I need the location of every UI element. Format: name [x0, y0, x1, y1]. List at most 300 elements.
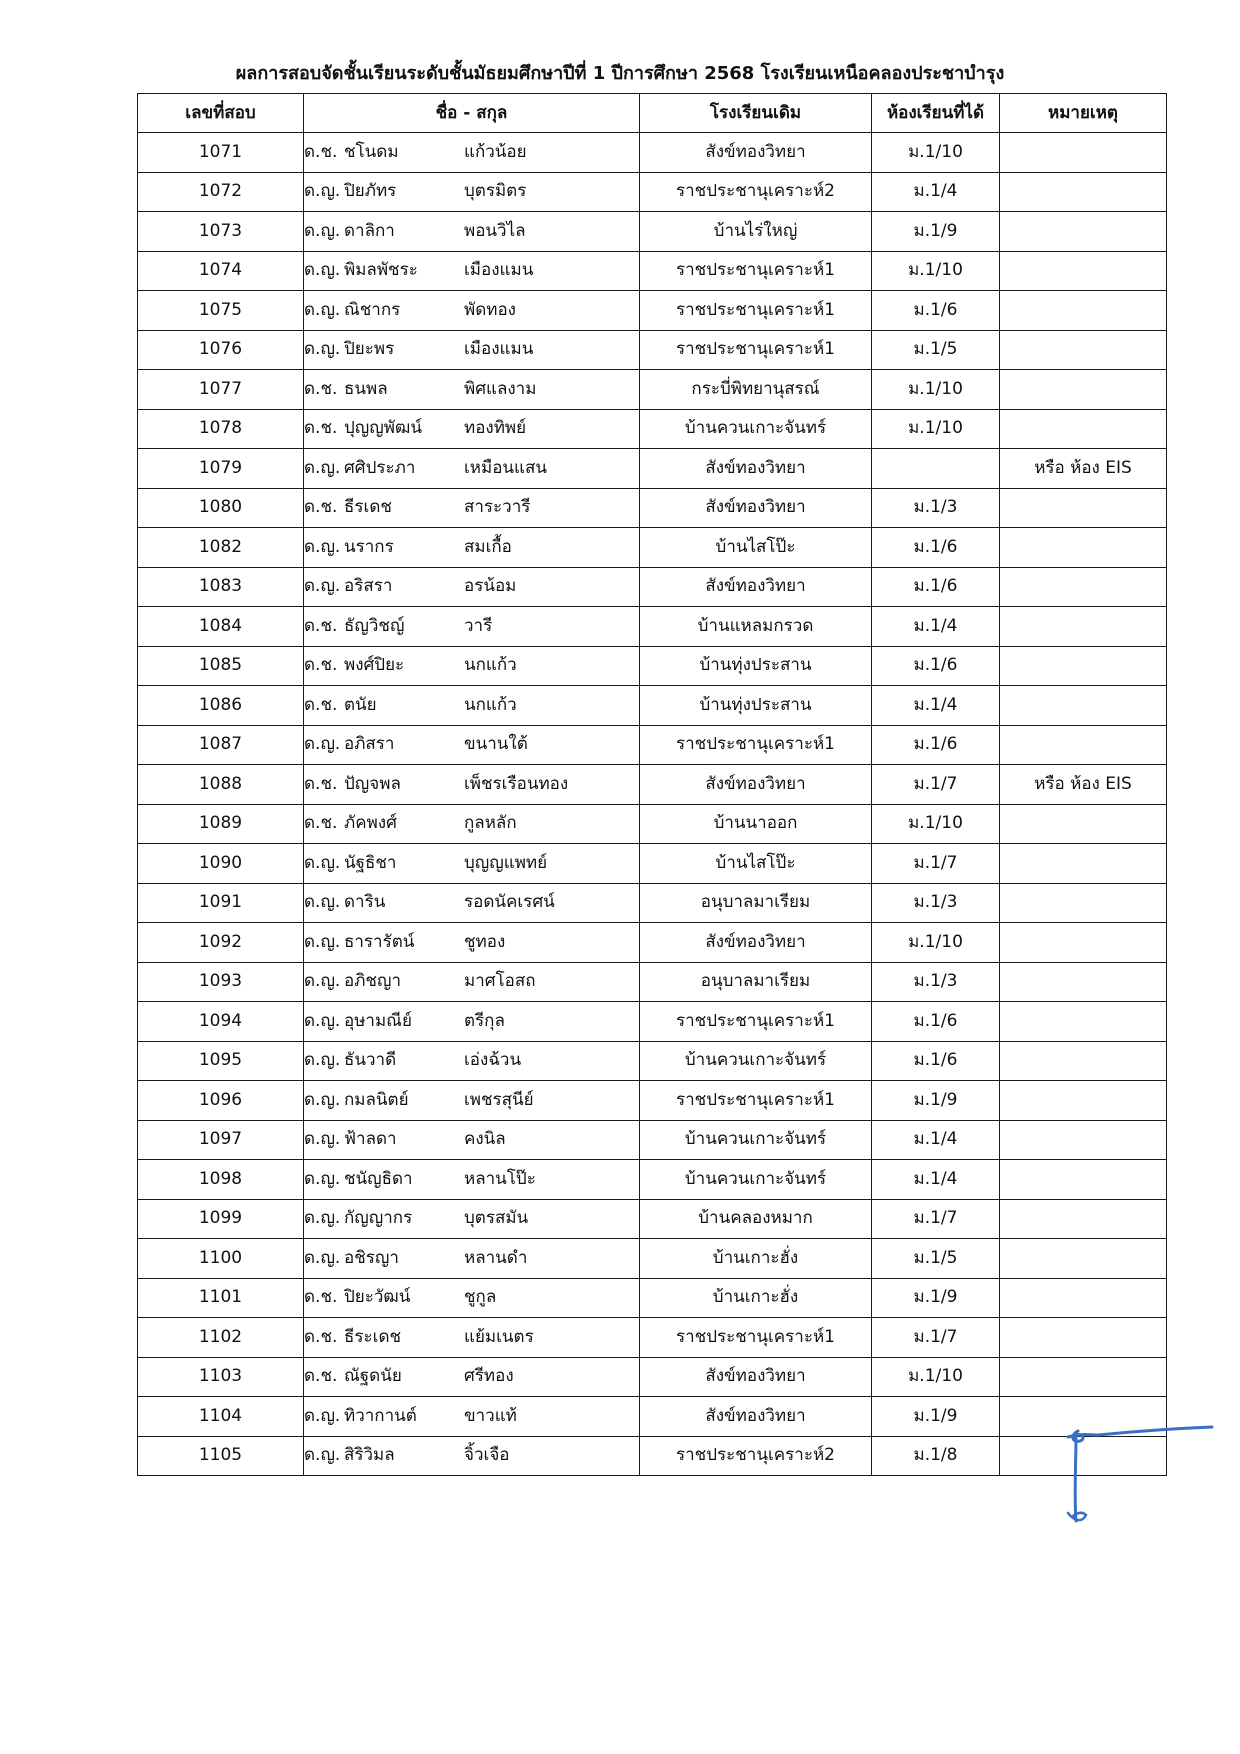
- first-name: ปุญญพัฒน์: [344, 418, 422, 439]
- last-name: ทองทิพย์: [464, 418, 527, 439]
- first-name: ณัฐดนัย: [344, 1366, 402, 1387]
- last-name: ชูทอง: [464, 931, 506, 952]
- table-row: [138, 962, 1167, 1002]
- remark-cell: [1000, 528, 1167, 568]
- table-row: [138, 1081, 1167, 1121]
- remark-cell: [1000, 488, 1167, 528]
- last-name: มาศโอสถ: [464, 971, 536, 992]
- student-name-cell: [304, 804, 640, 844]
- first-name: ปัญจพล: [344, 773, 401, 794]
- previous-school-cell: กระบี่พิทยานุสรณ์: [640, 370, 872, 410]
- name-prefix: ด.ช.: [304, 1326, 338, 1347]
- assigned-room-cell: ม.1/8: [872, 1436, 1000, 1476]
- table-row: [138, 923, 1167, 963]
- last-name: พิศแลงาม: [464, 378, 537, 399]
- exam-number-cell: 1100: [138, 1239, 304, 1279]
- assigned-room-cell: ม.1/10: [872, 133, 1000, 173]
- name-prefix: ด.ญ.: [304, 576, 341, 597]
- name-prefix: ด.ญ.: [304, 339, 341, 360]
- previous-school-cell: ราชประชานุเคราะห์1: [640, 725, 872, 765]
- exam-number-cell: 1080: [138, 488, 304, 528]
- last-name: บุตรสมัน: [464, 1208, 529, 1229]
- last-name: คงนิล: [464, 1129, 506, 1150]
- assigned-room-cell: [872, 449, 1000, 489]
- table-row: [138, 725, 1167, 765]
- table-row: [138, 1120, 1167, 1160]
- exam-number-cell: 1077: [138, 370, 304, 410]
- student-name-cell: [304, 962, 640, 1002]
- previous-school-cell: บ้านแหลมกรวด: [640, 607, 872, 647]
- last-name: แย้มเนตร: [464, 1326, 534, 1347]
- previous-school-cell: บ้านทุ่งประสาน: [640, 646, 872, 686]
- name-prefix: ด.ญ.: [304, 1010, 341, 1031]
- last-name: นกแก้ว: [464, 694, 517, 715]
- assigned-room-cell: ม.1/4: [872, 1160, 1000, 1200]
- assigned-room-cell: ม.1/6: [872, 567, 1000, 607]
- name-prefix: ด.ญ.: [304, 1129, 341, 1150]
- table-row: [138, 1002, 1167, 1042]
- last-name: นกแก้ว: [464, 655, 517, 676]
- student-name-cell: [304, 1278, 640, 1318]
- last-name: บุญญแพทย์: [464, 852, 548, 873]
- first-name: นรากร: [344, 536, 394, 557]
- name-prefix: ด.ช.: [304, 813, 338, 834]
- table-row: [138, 172, 1167, 212]
- first-name: ภัคพงศ์: [344, 813, 397, 834]
- previous-school-cell: บ้านคลองหมาก: [640, 1199, 872, 1239]
- table-row: [138, 686, 1167, 726]
- handwritten-signature: [1060, 1425, 1220, 1525]
- previous-school-cell: บ้านไสโป๊ะ: [640, 844, 872, 884]
- remark-cell: [1000, 1357, 1167, 1397]
- student-name-cell: [304, 1397, 640, 1437]
- assigned-room-cell: ม.1/3: [872, 488, 1000, 528]
- remark-cell: [1000, 923, 1167, 963]
- table-row: [138, 1318, 1167, 1358]
- last-name: เมืองแมน: [464, 339, 534, 360]
- name-prefix: ด.ญ.: [304, 734, 341, 755]
- assigned-room-cell: ม.1/7: [872, 844, 1000, 884]
- student-name-cell: [304, 646, 640, 686]
- student-name-cell: [304, 1318, 640, 1358]
- last-name: เอ่งฉ้วน: [464, 1050, 522, 1071]
- remark-cell: [1000, 1199, 1167, 1239]
- previous-school-cell: สังข์ทองวิทยา: [640, 133, 872, 173]
- assigned-room-cell: ม.1/10: [872, 1357, 1000, 1397]
- remark-cell: [1000, 1041, 1167, 1081]
- last-name: วารี: [464, 615, 493, 636]
- student-name-cell: [304, 725, 640, 765]
- previous-school-cell: อนุบาลมาเรียม: [640, 962, 872, 1002]
- previous-school-cell: บ้านเกาะฮั่ง: [640, 1239, 872, 1279]
- table-row: [138, 646, 1167, 686]
- student-name-cell: [304, 1199, 640, 1239]
- student-name-cell: [304, 686, 640, 726]
- remark-cell: [1000, 1278, 1167, 1318]
- last-name: หลานดำ: [464, 1247, 528, 1268]
- table-row: [138, 765, 1167, 805]
- name-prefix: ด.ช.: [304, 615, 338, 636]
- previous-school-cell: บ้านเกาะฮั่ง: [640, 1278, 872, 1318]
- exam-number-cell: 1087: [138, 725, 304, 765]
- assigned-room-cell: ม.1/6: [872, 528, 1000, 568]
- student-name-cell: [304, 923, 640, 963]
- previous-school-cell: ราชประชานุเคราะห์1: [640, 1318, 872, 1358]
- page-title: ผลการสอบจัดชั้นเรียนระดับชั้นมัธยมศึกษาปีที่ 1 ปีการศึกษา 2568 โรงเรียนเหนือคลองประชาบำรุง: [235, 63, 1005, 84]
- remark-cell: [1000, 133, 1167, 173]
- table-row: [138, 804, 1167, 844]
- first-name: ชโนดม: [344, 141, 399, 162]
- name-prefix: ด.ญ.: [304, 931, 341, 952]
- table-row: [138, 251, 1167, 291]
- first-name: อุษามณีย์: [344, 1010, 412, 1031]
- first-name: ศศิประภา: [344, 457, 416, 478]
- assigned-room-cell: ม.1/4: [872, 686, 1000, 726]
- previous-school-cell: บ้านควนเกาะจันทร์: [640, 1160, 872, 1200]
- remark-cell: [1000, 567, 1167, 607]
- name-prefix: ด.ญ.: [304, 1445, 341, 1466]
- exam-number-cell: 1082: [138, 528, 304, 568]
- assigned-room-cell: ม.1/4: [872, 1120, 1000, 1160]
- column-header-remark: หมายเหตุ: [1000, 94, 1167, 133]
- table-body: [138, 133, 1167, 1476]
- last-name: เมืองแมน: [464, 260, 534, 281]
- table-row: [138, 567, 1167, 607]
- last-name: พอนวิไล: [464, 220, 526, 241]
- assigned-room-cell: ม.1/10: [872, 251, 1000, 291]
- first-name: ฟ้าลดา: [344, 1129, 397, 1150]
- remark-cell: [1000, 1120, 1167, 1160]
- last-name: ขนานใต้: [464, 734, 528, 755]
- assigned-room-cell: ม.1/9: [872, 212, 1000, 252]
- assigned-room-cell: ม.1/10: [872, 804, 1000, 844]
- exam-number-cell: 1098: [138, 1160, 304, 1200]
- student-name-cell: [304, 844, 640, 884]
- name-prefix: ด.ญ.: [304, 1208, 341, 1229]
- assigned-room-cell: ม.1/5: [872, 330, 1000, 370]
- previous-school-cell: สังข์ทองวิทยา: [640, 765, 872, 805]
- table-row: [138, 409, 1167, 449]
- first-name: นัฐธิชา: [344, 852, 397, 873]
- assigned-room-cell: ม.1/6: [872, 1041, 1000, 1081]
- previous-school-cell: ราชประชานุเคราะห์2: [640, 1436, 872, 1476]
- exam-number-cell: 1103: [138, 1357, 304, 1397]
- last-name: จิ้วเจือ: [464, 1445, 510, 1466]
- name-prefix: ด.ญ.: [304, 536, 341, 557]
- student-name-cell: [304, 133, 640, 173]
- first-name: ธนพล: [344, 378, 388, 399]
- student-name-cell: [304, 172, 640, 212]
- exam-number-cell: 1105: [138, 1436, 304, 1476]
- last-name: ศรีทอง: [464, 1366, 514, 1387]
- exam-number-cell: 1099: [138, 1199, 304, 1239]
- name-prefix: ด.ญ.: [304, 1050, 341, 1071]
- last-name: เหมือนแสน: [464, 457, 548, 478]
- first-name: ดาลิกา: [344, 220, 395, 241]
- first-name: ปิยะพร: [344, 339, 395, 360]
- remark-cell: [1000, 251, 1167, 291]
- student-name-cell: [304, 1041, 640, 1081]
- name-prefix: ด.ช.: [304, 418, 338, 439]
- exam-number-cell: 1092: [138, 923, 304, 963]
- student-name-cell: [304, 1081, 640, 1121]
- previous-school-cell: สังข์ทองวิทยา: [640, 488, 872, 528]
- student-name-cell: [304, 409, 640, 449]
- remark-cell: [1000, 1318, 1167, 1358]
- last-name: อรน้อม: [464, 576, 517, 597]
- first-name: อภิชญา: [344, 971, 401, 992]
- exam-number-cell: 1085: [138, 646, 304, 686]
- assigned-room-cell: ม.1/9: [872, 1081, 1000, 1121]
- column-header-exam-number: เลขที่สอบ: [138, 94, 304, 133]
- previous-school-cell: บ้านไสโป๊ะ: [640, 528, 872, 568]
- name-prefix: ด.ญ.: [304, 181, 341, 202]
- last-name: สาระวารี: [464, 497, 531, 518]
- remark-cell: [1000, 725, 1167, 765]
- remark-cell: [1000, 1081, 1167, 1121]
- table-row: [138, 449, 1167, 489]
- name-prefix: ด.ญ.: [304, 299, 341, 320]
- first-name: ดาริน: [344, 892, 386, 913]
- exam-number-cell: 1090: [138, 844, 304, 884]
- assigned-room-cell: ม.1/5: [872, 1239, 1000, 1279]
- table-row: [138, 1239, 1167, 1279]
- name-prefix: ด.ช.: [304, 497, 338, 518]
- remark-cell: [1000, 686, 1167, 726]
- student-name-cell: [304, 1357, 640, 1397]
- previous-school-cell: สังข์ทองวิทยา: [640, 1397, 872, 1437]
- header-row: [138, 94, 1167, 133]
- exam-number-cell: 1102: [138, 1318, 304, 1358]
- last-name: เพ็ชรเรือนทอง: [464, 773, 569, 794]
- remark-cell: [1000, 607, 1167, 647]
- table-row: [138, 607, 1167, 647]
- remark-cell: หรือ ห้อง EIS: [1000, 765, 1167, 805]
- previous-school-cell: สังข์ทองวิทยา: [640, 1357, 872, 1397]
- exam-number-cell: 1093: [138, 962, 304, 1002]
- assigned-room-cell: ม.1/7: [872, 1318, 1000, 1358]
- student-name-cell: [304, 370, 640, 410]
- last-name: หลานโป๊ะ: [464, 1168, 536, 1189]
- name-prefix: ด.ช.: [304, 694, 338, 715]
- remark-cell: [1000, 1160, 1167, 1200]
- last-name: เพชรสุนีย์: [464, 1089, 534, 1110]
- table-row: [138, 212, 1167, 252]
- student-name-cell: [304, 883, 640, 923]
- name-prefix: ด.ญ.: [304, 1405, 341, 1426]
- remark-cell: [1000, 962, 1167, 1002]
- remark-cell: [1000, 1239, 1167, 1279]
- first-name: อชิรญา: [344, 1247, 399, 1268]
- last-name: สมเกื้อ: [464, 536, 512, 557]
- previous-school-cell: บ้านควนเกาะจันทร์: [640, 1041, 872, 1081]
- table-row: [138, 844, 1167, 884]
- previous-school-cell: ราชประชานุเคราะห์1: [640, 1081, 872, 1121]
- last-name: ขาวแท้: [464, 1405, 517, 1426]
- previous-school-cell: บ้านควนเกาะจันทร์: [640, 409, 872, 449]
- assigned-room-cell: ม.1/4: [872, 607, 1000, 647]
- remark-cell: [1000, 330, 1167, 370]
- exam-number-cell: 1074: [138, 251, 304, 291]
- remark-cell: หรือ ห้อง EIS: [1000, 449, 1167, 489]
- first-name: ชนัญธิดา: [344, 1168, 413, 1189]
- student-name-cell: [304, 1120, 640, 1160]
- remark-cell: [1000, 291, 1167, 331]
- previous-school-cell: ราชประชานุเคราะห์1: [640, 330, 872, 370]
- name-prefix: ด.ญ.: [304, 1089, 341, 1110]
- exam-number-cell: 1084: [138, 607, 304, 647]
- first-name: ณิชากร: [344, 299, 401, 320]
- remark-cell: [1000, 370, 1167, 410]
- last-name: รอดนัคเรศน์: [464, 892, 555, 913]
- table-row: [138, 133, 1167, 173]
- previous-school-cell: บ้านไร่ใหญ่: [640, 212, 872, 252]
- table-row: [138, 528, 1167, 568]
- table-row: [138, 291, 1167, 331]
- name-prefix: ด.ญ.: [304, 260, 341, 281]
- column-header-name: ชื่อ - สกุล: [304, 94, 640, 133]
- exam-number-cell: 1091: [138, 883, 304, 923]
- student-name-cell: [304, 765, 640, 805]
- previous-school-cell: บ้านนาออก: [640, 804, 872, 844]
- assigned-room-cell: ม.1/7: [872, 765, 1000, 805]
- exam-number-cell: 1088: [138, 765, 304, 805]
- previous-school-cell: บ้านควนเกาะจันทร์: [640, 1120, 872, 1160]
- remark-cell: [1000, 212, 1167, 252]
- previous-school-cell: ราชประชานุเคราะห์1: [640, 291, 872, 331]
- name-prefix: ด.ช.: [304, 141, 338, 162]
- last-name: ชูกูล: [464, 1287, 497, 1308]
- remark-cell: [1000, 1002, 1167, 1042]
- previous-school-cell: อนุบาลมาเรียม: [640, 883, 872, 923]
- remark-cell: [1000, 646, 1167, 686]
- assigned-room-cell: ม.1/7: [872, 1199, 1000, 1239]
- exam-number-cell: 1078: [138, 409, 304, 449]
- table-row: [138, 1160, 1167, 1200]
- first-name: ทิวากานต์: [344, 1405, 417, 1426]
- assigned-room-cell: ม.1/9: [872, 1278, 1000, 1318]
- exam-number-cell: 1072: [138, 172, 304, 212]
- student-name-cell: [304, 488, 640, 528]
- table-row: [138, 1041, 1167, 1081]
- name-prefix: ด.ช.: [304, 1366, 338, 1387]
- exam-number-cell: 1095: [138, 1041, 304, 1081]
- name-prefix: ด.ญ.: [304, 892, 341, 913]
- assigned-room-cell: ม.1/10: [872, 409, 1000, 449]
- last-name: แก้วน้อย: [464, 141, 527, 162]
- table-row: [138, 330, 1167, 370]
- first-name: กมลนิตย์: [344, 1089, 409, 1110]
- exam-number-cell: 1076: [138, 330, 304, 370]
- student-name-cell: [304, 251, 640, 291]
- column-header-previous-school: โรงเรียนเดิม: [640, 94, 872, 133]
- student-name-cell: [304, 1239, 640, 1279]
- last-name: พัดทอง: [464, 299, 516, 320]
- remark-cell: [1000, 804, 1167, 844]
- column-header-assigned-room: ห้องเรียนที่ได้: [872, 94, 1000, 133]
- name-prefix: ด.ช.: [304, 1287, 338, 1308]
- student-name-cell: [304, 1002, 640, 1042]
- student-name-cell: [304, 330, 640, 370]
- assigned-room-cell: ม.1/3: [872, 962, 1000, 1002]
- first-name: ปิยภัทร: [344, 181, 397, 202]
- assigned-room-cell: ม.1/6: [872, 646, 1000, 686]
- name-prefix: ด.ช.: [304, 773, 338, 794]
- name-prefix: ด.ญ.: [304, 220, 341, 241]
- student-name-cell: [304, 1436, 640, 1476]
- first-name: ธีระเดช: [344, 1326, 402, 1347]
- student-name-cell: [304, 212, 640, 252]
- first-name: ธารารัตน์: [344, 931, 415, 952]
- first-name: ปิยะวัฒน์: [344, 1287, 411, 1308]
- assigned-room-cell: ม.1/6: [872, 1002, 1000, 1042]
- last-name: บุตรมิตร: [464, 181, 527, 202]
- name-prefix: ด.ญ.: [304, 1247, 341, 1268]
- student-name-cell: [304, 449, 640, 489]
- name-prefix: ด.ญ.: [304, 852, 341, 873]
- last-name: ตรีกุล: [464, 1010, 505, 1031]
- assigned-room-cell: ม.1/9: [872, 1397, 1000, 1437]
- first-name: ธีรเดช: [344, 497, 392, 518]
- exam-number-cell: 1075: [138, 291, 304, 331]
- student-name-cell: [304, 291, 640, 331]
- first-name: อริสรา: [344, 576, 393, 597]
- assigned-room-cell: ม.1/6: [872, 291, 1000, 331]
- first-name: อภิสรา: [344, 734, 395, 755]
- student-name-cell: [304, 528, 640, 568]
- name-prefix: ด.ช.: [304, 655, 338, 676]
- name-prefix: ด.ช.: [304, 378, 338, 399]
- exam-number-cell: 1086: [138, 686, 304, 726]
- assigned-room-cell: ม.1/10: [872, 923, 1000, 963]
- table-row: [138, 883, 1167, 923]
- previous-school-cell: บ้านทุ่งประสาน: [640, 686, 872, 726]
- previous-school-cell: สังข์ทองวิทยา: [640, 923, 872, 963]
- exam-number-cell: 1096: [138, 1081, 304, 1121]
- first-name: กัญญากร: [344, 1208, 413, 1229]
- table-row: [138, 1278, 1167, 1318]
- first-name: ธัญวิชญ์: [344, 615, 405, 636]
- first-name: ธันวาดี: [344, 1050, 397, 1071]
- previous-school-cell: ราชประชานุเคราะห์1: [640, 1002, 872, 1042]
- remark-cell: [1000, 844, 1167, 884]
- remark-cell: [1000, 172, 1167, 212]
- exam-number-cell: 1104: [138, 1397, 304, 1437]
- assigned-room-cell: ม.1/10: [872, 370, 1000, 410]
- table-header: [138, 94, 1167, 133]
- remark-cell: [1000, 409, 1167, 449]
- student-name-cell: [304, 567, 640, 607]
- exam-number-cell: 1101: [138, 1278, 304, 1318]
- table-row: [138, 1357, 1167, 1397]
- previous-school-cell: ราชประชานุเคราะห์1: [640, 251, 872, 291]
- previous-school-cell: ราชประชานุเคราะห์2: [640, 172, 872, 212]
- remark-cell: [1000, 883, 1167, 923]
- first-name: พิมลพัชระ: [344, 260, 418, 281]
- exam-number-cell: 1071: [138, 133, 304, 173]
- table-row: [138, 1199, 1167, 1239]
- name-prefix: ด.ญ.: [304, 457, 341, 478]
- table-row: [138, 370, 1167, 410]
- assigned-room-cell: ม.1/6: [872, 725, 1000, 765]
- results-table: [137, 93, 1167, 1476]
- name-prefix: ด.ญ.: [304, 1168, 341, 1189]
- assigned-room-cell: ม.1/3: [872, 883, 1000, 923]
- exam-number-cell: 1097: [138, 1120, 304, 1160]
- exam-number-cell: 1073: [138, 212, 304, 252]
- table-row: [138, 488, 1167, 528]
- exam-number-cell: 1079: [138, 449, 304, 489]
